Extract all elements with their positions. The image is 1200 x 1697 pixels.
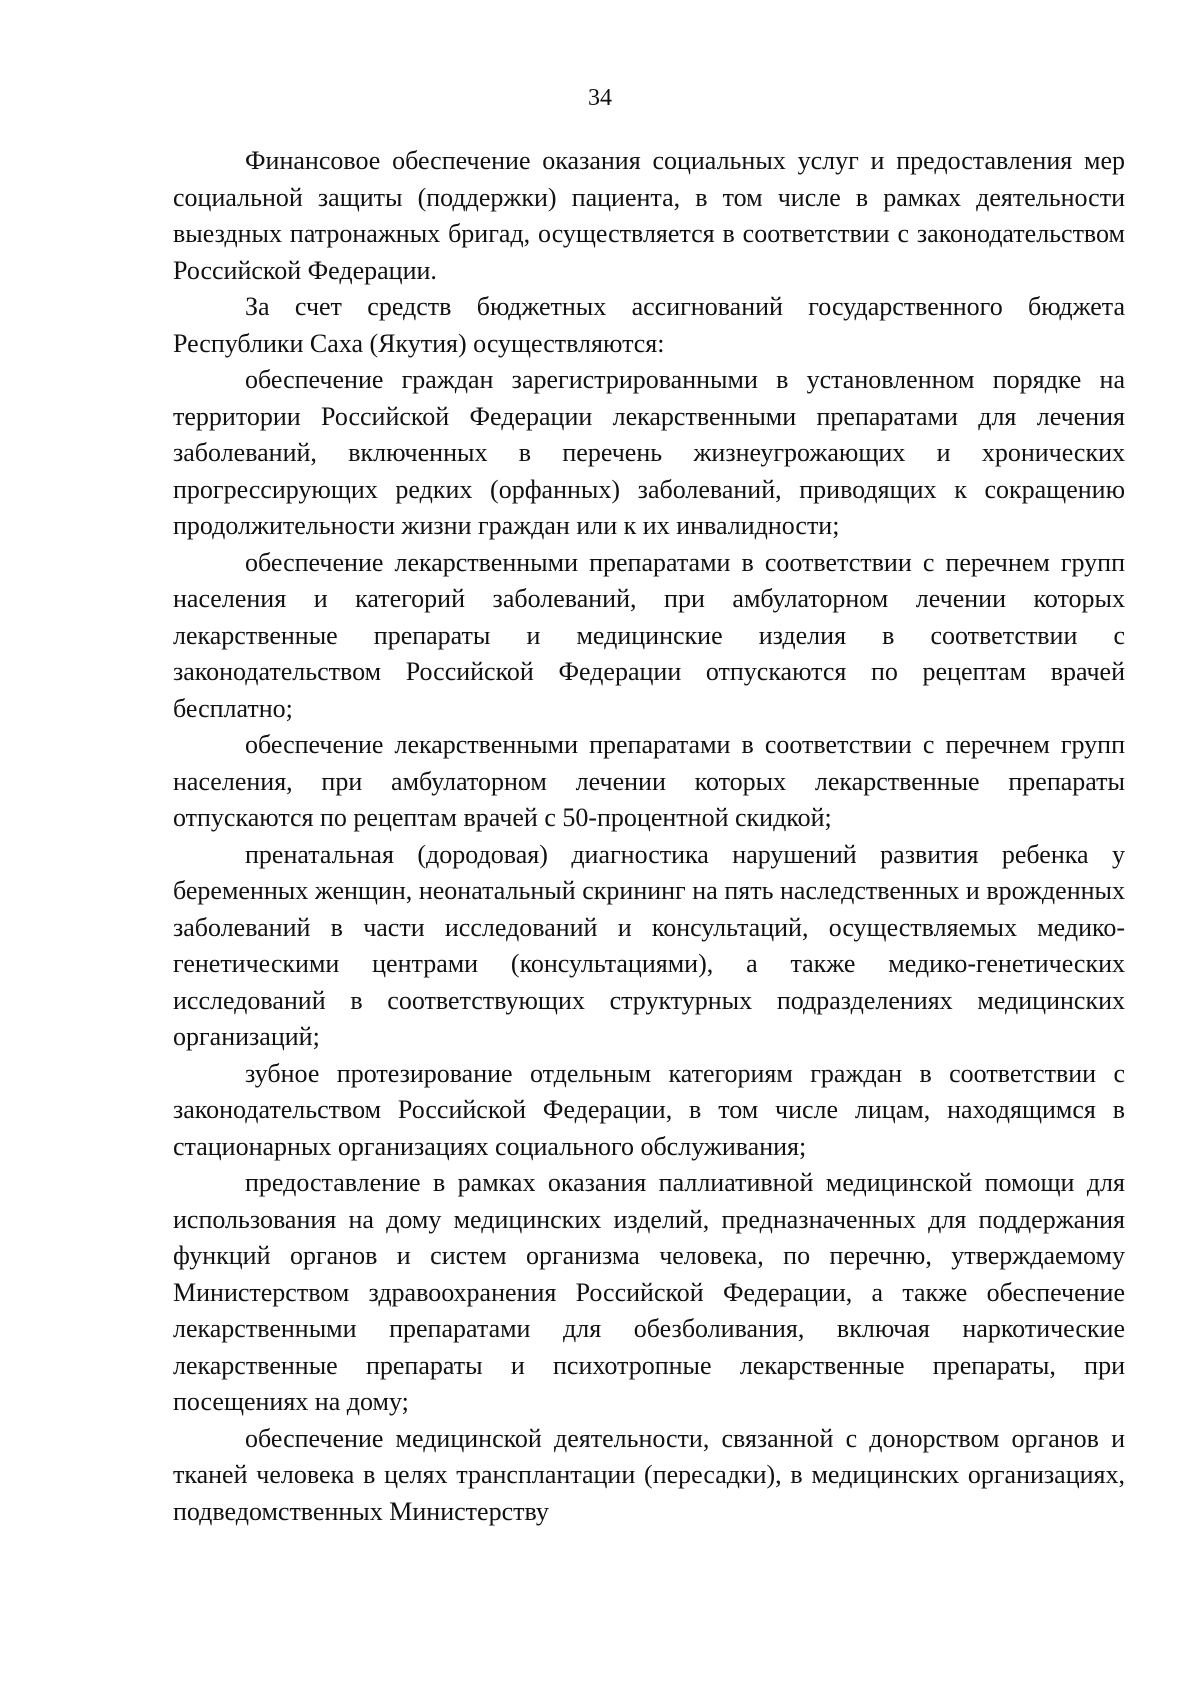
paragraph-financial-support: Финансовое обеспечение оказания социальных услуг и предоставления мер социальной защиты (поддержки) пациента, в том числе в рамках деятельности выездных патронажных бригад, осуществляется в соответствии с законодательством Российской Федерации. (173, 146, 1125, 285)
paragraph-palliative-care: предоставление в рамках оказания паллиативной медицинской помощи для использования на дому медицинских изделий, предназначенных для поддержания функций органов и систем организма человека, по перечню, утверждаемому Министерством здравоохранения Российской Федерации, а также обеспечение лекарственными препаратами для обезболивания, включая наркотические лекарственные препараты и психотропные лекарственные препараты, при посещениях на дому; (173, 1168, 1125, 1416)
paragraph-dental-prosthetics: зубное протезирование отдельным категориям граждан в соответствии с законодательством Российской Федерации, в том числе лицам, находящимся в стационарных организациях социального обслуживания; (173, 1058, 1125, 1161)
paragraph-budget-funding-intro: За счет средств бюджетных ассигнований государственного бюджета Республики Саха (Якутия) осуществляются: (173, 292, 1125, 358)
paragraph-orphan-drugs: обеспечение граждан зарегистрированными в установленном порядке на территории Российской Федерации лекарственными препаратами для лечения заболеваний, включенных в перечень жизнеугрожающих и хронических прогрессирующих редких (орфанных) заболеваний, приводящих к сокращению продолжительности жизни граждан или к их инвалидности; (173, 365, 1125, 540)
paragraph-discount-prescriptions: обеспечение лекарственными препаратами в соответствии с перечнем групп населения, при амбулаторном лечении которых лекарственные препараты отпускаются по рецептам врачей с 50-процентной скидкой; (173, 730, 1125, 832)
paragraph-free-prescriptions: обеспечение лекарственными препаратами в соответствии с перечнем групп населения и категорий заболеваний, при амбулаторном лечении которых лекарственные препараты и медицинские изделия в соответствии с законодательством Российской Федерации отпускаются по рецептам врачей бесплатно; (173, 547, 1125, 723)
document-body (173, 143, 1125, 1530)
page-number: 34 (588, 85, 612, 111)
paragraph-prenatal-diagnostics: пренатальная (дородовая) диагностика нарушений развития ребенка у беременных женщин, неонатальный скрининг на пять наследственных и врожденных заболеваний в части исследований и консультаций, осуществляемых медико-генетическими центрами (консультациями), а также медико-генетических исследований в соответствующих структурных подразделениях медицинских организаций; (173, 839, 1125, 1051)
paragraph-organ-donation: обеспечение медицинской деятельности, связанной с донорством органов и тканей человека в целях трансплантации (пересадки), в медицинских организациях, подведомственных Министерству (173, 1423, 1125, 1526)
